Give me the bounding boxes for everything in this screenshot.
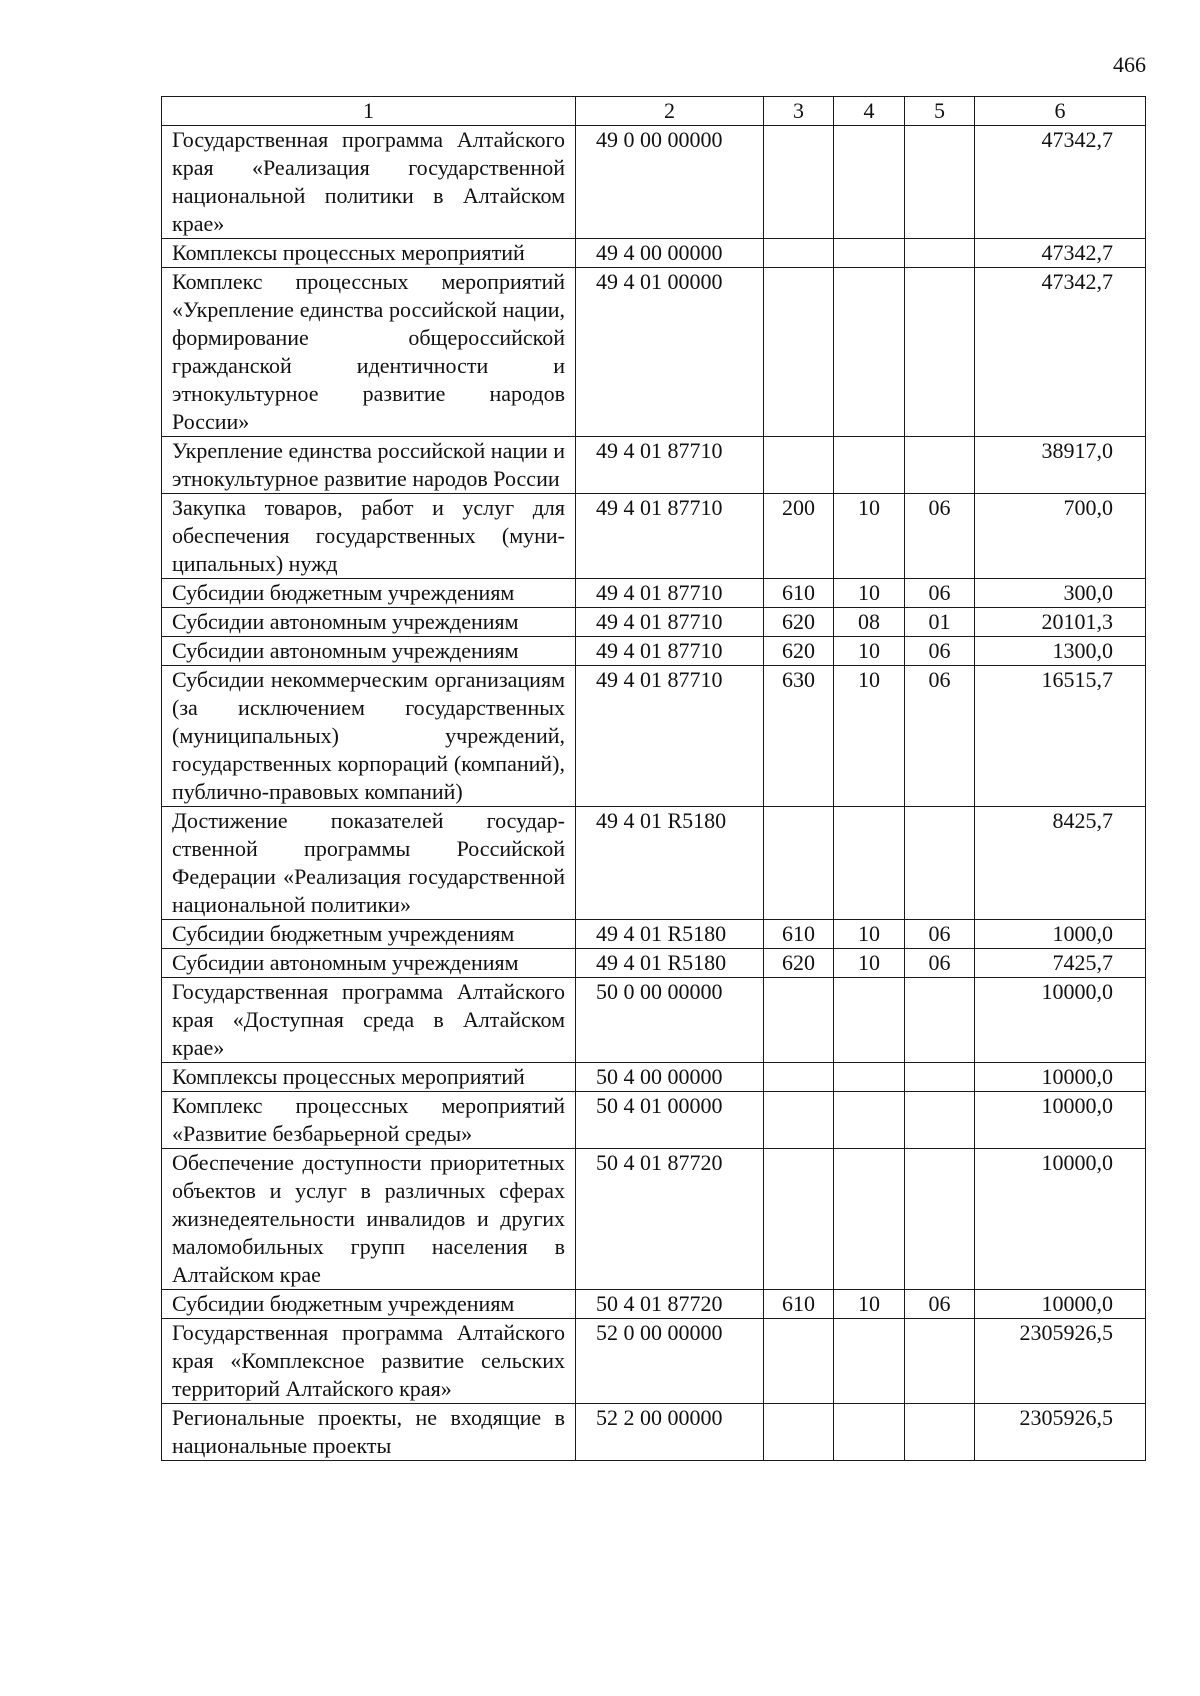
cell-section bbox=[834, 978, 905, 1063]
table-row bbox=[162, 268, 1146, 437]
cell-subsection bbox=[905, 1063, 975, 1092]
table-row bbox=[162, 978, 1146, 1063]
table-header-row bbox=[162, 97, 1146, 126]
table-row bbox=[162, 949, 1146, 978]
cell-name: Комплексы процессных мероприятий bbox=[162, 239, 576, 268]
cell-section bbox=[834, 1404, 905, 1461]
cell-name: Субсидии некоммерческим организациям (за исключением государственных (муниципальных) учреждений, государственных корпораций (компаний), публично-правовых компаний) bbox=[162, 666, 576, 807]
cell-section bbox=[834, 1092, 905, 1149]
cell-code: 49 4 01 R5180 bbox=[576, 920, 764, 949]
cell-amount: 47342,7 bbox=[975, 126, 1146, 239]
cell-section: 10 bbox=[834, 1290, 905, 1319]
cell-amount: 16515,7 bbox=[975, 666, 1146, 807]
page-number: 466 bbox=[1113, 52, 1146, 77]
cell-section: 10 bbox=[834, 579, 905, 608]
table-row bbox=[162, 437, 1146, 494]
table-row bbox=[162, 1063, 1146, 1092]
cell-name: Государственная программа Алтайского края «Комплексное развитие сельских территорий Алтайского края» bbox=[162, 1319, 576, 1404]
cell-expense-type: 620 bbox=[764, 949, 834, 978]
cell-subsection: 01 bbox=[905, 608, 975, 637]
cell-amount: 10000,0 bbox=[975, 1092, 1146, 1149]
cell-amount: 20101,3 bbox=[975, 608, 1146, 637]
table-row bbox=[162, 1290, 1146, 1319]
cell-subsection bbox=[905, 1092, 975, 1149]
cell-subsection: 06 bbox=[905, 949, 975, 978]
cell-code: 49 4 01 R5180 bbox=[576, 807, 764, 920]
cell-expense-type: 620 bbox=[764, 608, 834, 637]
cell-code: 49 4 01 87710 bbox=[576, 494, 764, 579]
table-row bbox=[162, 608, 1146, 637]
table-row bbox=[162, 1092, 1146, 1149]
table-row bbox=[162, 637, 1146, 666]
cell-section bbox=[834, 437, 905, 494]
cell-code: 50 4 00 00000 bbox=[576, 1063, 764, 1092]
cell-name: Региональные проекты, не входящие в национальные проекты bbox=[162, 1404, 576, 1461]
cell-section: 10 bbox=[834, 920, 905, 949]
table-row bbox=[162, 1404, 1146, 1461]
cell-section: 10 bbox=[834, 494, 905, 579]
cell-amount: 10000,0 bbox=[975, 978, 1146, 1063]
cell-expense-type: 610 bbox=[764, 579, 834, 608]
cell-code: 49 4 01 87710 bbox=[576, 608, 764, 637]
cell-code: 50 4 01 87720 bbox=[576, 1290, 764, 1319]
cell-amount: 2305926,5 bbox=[975, 1404, 1146, 1461]
cell-subsection: 06 bbox=[905, 920, 975, 949]
cell-section bbox=[834, 268, 905, 437]
cell-subsection bbox=[905, 268, 975, 437]
cell-code: 49 4 01 87710 bbox=[576, 666, 764, 807]
cell-expense-type: 200 bbox=[764, 494, 834, 579]
cell-name: Достижение показателей государственной программы Российской Федерации «Реализация государственной национальной политики» bbox=[162, 807, 576, 920]
cell-subsection bbox=[905, 1319, 975, 1404]
cell-name: Комплекс процессных мероприятий «Развитие безбарьерной среды» bbox=[162, 1092, 576, 1149]
cell-code: 50 0 00 00000 bbox=[576, 978, 764, 1063]
cell-subsection bbox=[905, 1404, 975, 1461]
cell-section bbox=[834, 126, 905, 239]
cell-subsection: 06 bbox=[905, 1290, 975, 1319]
cell-code: 52 2 00 00000 bbox=[576, 1404, 764, 1461]
cell-name: Субсидии автономным учреждениям bbox=[162, 637, 576, 666]
cell-code: 49 4 01 87710 bbox=[576, 579, 764, 608]
cell-section bbox=[834, 1319, 905, 1404]
cell-amount: 47342,7 bbox=[975, 268, 1146, 437]
cell-code: 49 4 01 00000 bbox=[576, 268, 764, 437]
cell-expense-type bbox=[764, 268, 834, 437]
cell-name: Закупка товаров, работ и услуг для обеспечения государственных (муниципальных) нужд bbox=[162, 494, 576, 579]
cell-section: 08 bbox=[834, 608, 905, 637]
cell-amount: 38917,0 bbox=[975, 437, 1146, 494]
column-header-section: 4 bbox=[834, 97, 905, 126]
cell-section: 10 bbox=[834, 637, 905, 666]
cell-name: Обеспечение доступности приоритетных объектов и услуг в различных сферах жизнедеятельности инвалидов и других маломобильных групп населения в Алтайском крае bbox=[162, 1149, 576, 1290]
table-body bbox=[162, 126, 1146, 1461]
cell-subsection bbox=[905, 437, 975, 494]
cell-expense-type bbox=[764, 1092, 834, 1149]
cell-expense-type: 630 bbox=[764, 666, 834, 807]
cell-subsection bbox=[905, 807, 975, 920]
cell-expense-type: 610 bbox=[764, 1290, 834, 1319]
cell-subsection: 06 bbox=[905, 579, 975, 608]
cell-code: 52 0 00 00000 bbox=[576, 1319, 764, 1404]
column-header-subsection: 5 bbox=[905, 97, 975, 126]
cell-code: 49 4 00 00000 bbox=[576, 239, 764, 268]
cell-expense-type: 620 bbox=[764, 637, 834, 666]
cell-section: 10 bbox=[834, 666, 905, 807]
cell-subsection bbox=[905, 1149, 975, 1290]
cell-code: 49 4 01 87710 bbox=[576, 637, 764, 666]
table-row bbox=[162, 239, 1146, 268]
table-row bbox=[162, 126, 1146, 239]
column-header-code: 2 bbox=[576, 97, 764, 126]
column-header-amount: 6 bbox=[975, 97, 1146, 126]
table-row bbox=[162, 920, 1146, 949]
cell-amount: 10000,0 bbox=[975, 1149, 1146, 1290]
cell-subsection bbox=[905, 978, 975, 1063]
cell-name: Комплекс процессных мероприятий «Укрепление единства российской нации, формирование общероссийской гражданской идентичности и этнокультурное развитие народов России» bbox=[162, 268, 576, 437]
cell-code: 50 4 01 00000 bbox=[576, 1092, 764, 1149]
cell-amount: 300,0 bbox=[975, 579, 1146, 608]
cell-name: Укрепление единства российской нации и этнокультурное развитие народов России bbox=[162, 437, 576, 494]
cell-name: Субсидии бюджетным учреждениям bbox=[162, 579, 576, 608]
table-row bbox=[162, 579, 1146, 608]
cell-code: 49 4 01 87710 bbox=[576, 437, 764, 494]
cell-subsection: 06 bbox=[905, 637, 975, 666]
cell-amount: 10000,0 bbox=[975, 1290, 1146, 1319]
cell-section bbox=[834, 1149, 905, 1290]
cell-expense-type: 610 bbox=[764, 920, 834, 949]
cell-expense-type bbox=[764, 437, 834, 494]
cell-name: Субсидии бюджетным учреждениям bbox=[162, 920, 576, 949]
table-row bbox=[162, 494, 1146, 579]
cell-expense-type bbox=[764, 239, 834, 268]
table-row bbox=[162, 1319, 1146, 1404]
table-row bbox=[162, 666, 1146, 807]
cell-section bbox=[834, 239, 905, 268]
table-row bbox=[162, 807, 1146, 920]
cell-expense-type bbox=[764, 1063, 834, 1092]
cell-code: 49 0 00 00000 bbox=[576, 126, 764, 239]
cell-expense-type bbox=[764, 1404, 834, 1461]
cell-name: Государственная программа Алтайского края «Реализация государственной национальной политики в Алтайском крае» bbox=[162, 126, 576, 239]
cell-name: Субсидии автономным учреждениям bbox=[162, 949, 576, 978]
cell-section bbox=[834, 1063, 905, 1092]
column-header-name: 1 bbox=[162, 97, 576, 126]
cell-amount: 8425,7 bbox=[975, 807, 1146, 920]
cell-amount: 2305926,5 bbox=[975, 1319, 1146, 1404]
cell-amount: 47342,7 bbox=[975, 239, 1146, 268]
cell-code: 50 4 01 87720 bbox=[576, 1149, 764, 1290]
cell-expense-type bbox=[764, 807, 834, 920]
cell-expense-type bbox=[764, 978, 834, 1063]
cell-subsection bbox=[905, 239, 975, 268]
cell-name: Государственная программа Алтайского края «Доступная среда в Алтайском крае» bbox=[162, 978, 576, 1063]
cell-subsection: 06 bbox=[905, 494, 975, 579]
cell-section bbox=[834, 807, 905, 920]
cell-code: 49 4 01 R5180 bbox=[576, 949, 764, 978]
table-row bbox=[162, 1149, 1146, 1290]
cell-amount: 10000,0 bbox=[975, 1063, 1146, 1092]
cell-expense-type bbox=[764, 126, 834, 239]
cell-name: Субсидии бюджетным учреждениям bbox=[162, 1290, 576, 1319]
cell-expense-type bbox=[764, 1149, 834, 1290]
cell-amount: 1000,0 bbox=[975, 920, 1146, 949]
column-header-expense-type: 3 bbox=[764, 97, 834, 126]
cell-amount: 700,0 bbox=[975, 494, 1146, 579]
cell-subsection bbox=[905, 126, 975, 239]
cell-name: Комплексы процессных мероприятий bbox=[162, 1063, 576, 1092]
cell-expense-type bbox=[764, 1319, 834, 1404]
cell-name: Субсидии автономным учреждениям bbox=[162, 608, 576, 637]
cell-amount: 7425,7 bbox=[975, 949, 1146, 978]
budget-table bbox=[161, 96, 1146, 1461]
cell-amount: 1300,0 bbox=[975, 637, 1146, 666]
cell-section: 10 bbox=[834, 949, 905, 978]
cell-subsection: 06 bbox=[905, 666, 975, 807]
